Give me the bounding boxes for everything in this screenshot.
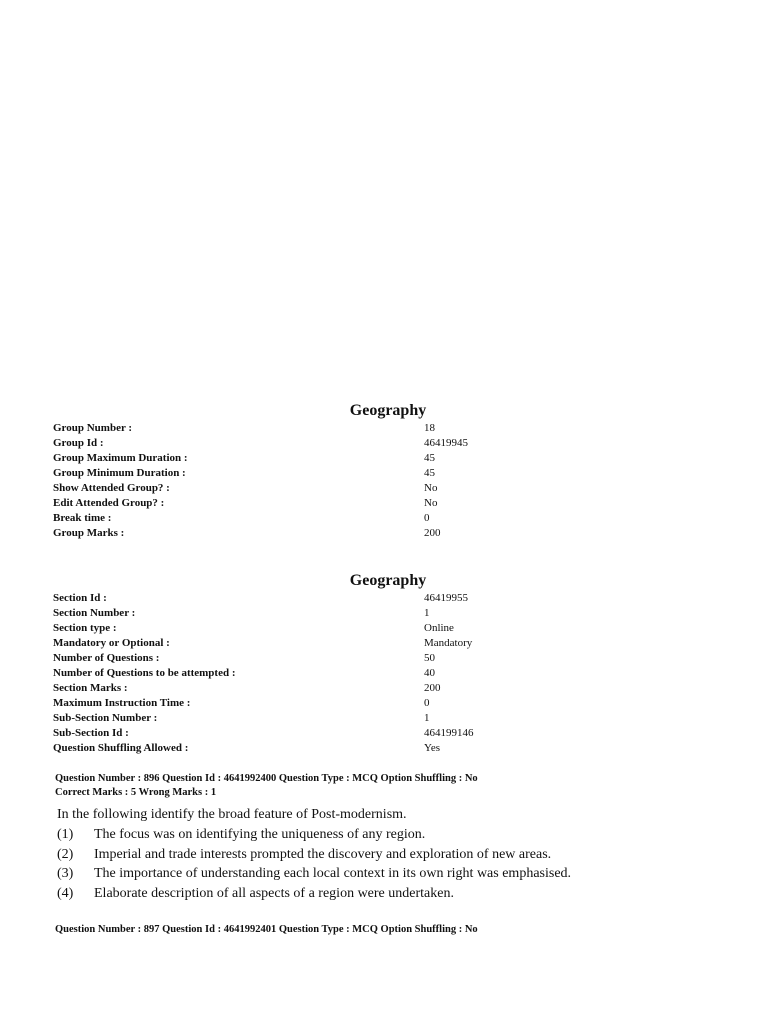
question-897-meta	[55, 923, 478, 937]
row-label: Question Shuffling Allowed :	[53, 742, 189, 754]
section-info-table	[53, 591, 533, 756]
row-value: 45	[424, 452, 435, 464]
option-number: (2)	[57, 846, 74, 862]
question-897-header: Question Number : 897 Question Id : 4641992401 Question Type : MCQ Option Shuffling : No	[55, 924, 478, 935]
row-value: 50	[424, 652, 435, 664]
row-value: 1	[424, 712, 430, 724]
row-label: Break time :	[53, 512, 112, 524]
question-896-header: Question Number : 896 Question Id : 4641992400 Question Type : MCQ Option Shuffling : No	[55, 773, 478, 784]
group-info-table	[53, 421, 533, 541]
option-number: (3)	[57, 866, 74, 881]
row-value: Online	[424, 622, 454, 634]
section-info-row	[53, 711, 533, 726]
group-info-row	[53, 496, 533, 511]
question-option	[57, 864, 572, 884]
option-text: Imperial and trade interests prompted the discovery and exploration of new areas.	[94, 846, 552, 862]
row-value: 18	[424, 422, 435, 434]
row-label: Section type :	[53, 622, 117, 634]
row-label: Number of Questions :	[53, 652, 160, 664]
section-info-row	[53, 591, 533, 606]
row-value: 46419945	[424, 437, 468, 449]
question-option	[57, 845, 552, 865]
section-info-row	[53, 681, 533, 696]
row-value: 45	[424, 467, 435, 479]
section-title: Geography	[349, 572, 427, 589]
group-info-row	[53, 421, 533, 436]
row-value: 0	[424, 512, 430, 524]
row-value: No	[424, 482, 438, 494]
section-info-row	[53, 651, 533, 666]
row-label: Section Number :	[53, 607, 136, 619]
question-896-marks: Correct Marks : 5 Wrong Marks : 1	[55, 787, 217, 798]
row-value: 200	[424, 682, 441, 694]
question-896-body	[57, 805, 572, 903]
question-option	[57, 825, 426, 845]
row-label: Group Number :	[53, 422, 133, 434]
row-value: 46419955	[424, 592, 468, 604]
row-value: Mandatory	[424, 637, 473, 649]
option-text: The focus was on identifying the uniqueness of any region.	[94, 827, 426, 842]
group-info-row	[53, 481, 533, 496]
row-label: Group Marks :	[53, 527, 125, 539]
question-896-stem: In the following identify the broad feature of Post-modernism.	[57, 807, 407, 822]
group-info-row	[53, 511, 533, 526]
row-value: 0	[424, 697, 430, 709]
row-label: Sub-Section Id :	[53, 727, 129, 739]
question-option	[57, 884, 454, 904]
row-label: Section Id :	[53, 592, 107, 604]
section-info-row	[53, 606, 533, 621]
section-info-row	[53, 666, 533, 681]
row-value: No	[424, 497, 438, 509]
question-896-meta	[55, 772, 478, 800]
row-value: 464199146	[424, 727, 474, 739]
row-label: Show Attended Group? :	[53, 482, 170, 494]
section-info-row	[53, 621, 533, 636]
group-info-row	[53, 451, 533, 466]
group-info-row	[53, 436, 533, 451]
option-text: Elaborate description of all aspects of a region were undertaken.	[94, 885, 454, 901]
section-info-row	[53, 636, 533, 651]
row-value: 40	[424, 667, 435, 679]
group-info-row	[53, 466, 533, 481]
row-label: Section Marks :	[53, 682, 128, 694]
section-info-row	[53, 696, 533, 711]
row-label: Edit Attended Group? :	[53, 497, 165, 509]
option-text: The importance of understanding each local context in its own right was emphasised.	[94, 866, 572, 881]
row-value: Yes	[424, 742, 441, 754]
group-title: Geography	[349, 402, 427, 419]
section-info-row	[53, 726, 533, 741]
row-label: Mandatory or Optional :	[53, 637, 170, 649]
row-label: Group Maximum Duration :	[53, 452, 188, 464]
row-value: 200	[424, 527, 441, 539]
option-number: (1)	[57, 827, 74, 842]
row-label: Number of Questions to be attempted :	[53, 667, 236, 679]
row-label: Maximum Instruction Time :	[53, 697, 191, 709]
group-info-row	[53, 526, 533, 541]
row-label: Group Id :	[53, 437, 104, 449]
row-label: Sub-Section Number :	[53, 712, 158, 724]
row-label: Group Minimum Duration :	[53, 467, 186, 479]
section-info-row	[53, 741, 533, 756]
row-value: 1	[424, 607, 430, 619]
option-number: (4)	[57, 885, 74, 901]
